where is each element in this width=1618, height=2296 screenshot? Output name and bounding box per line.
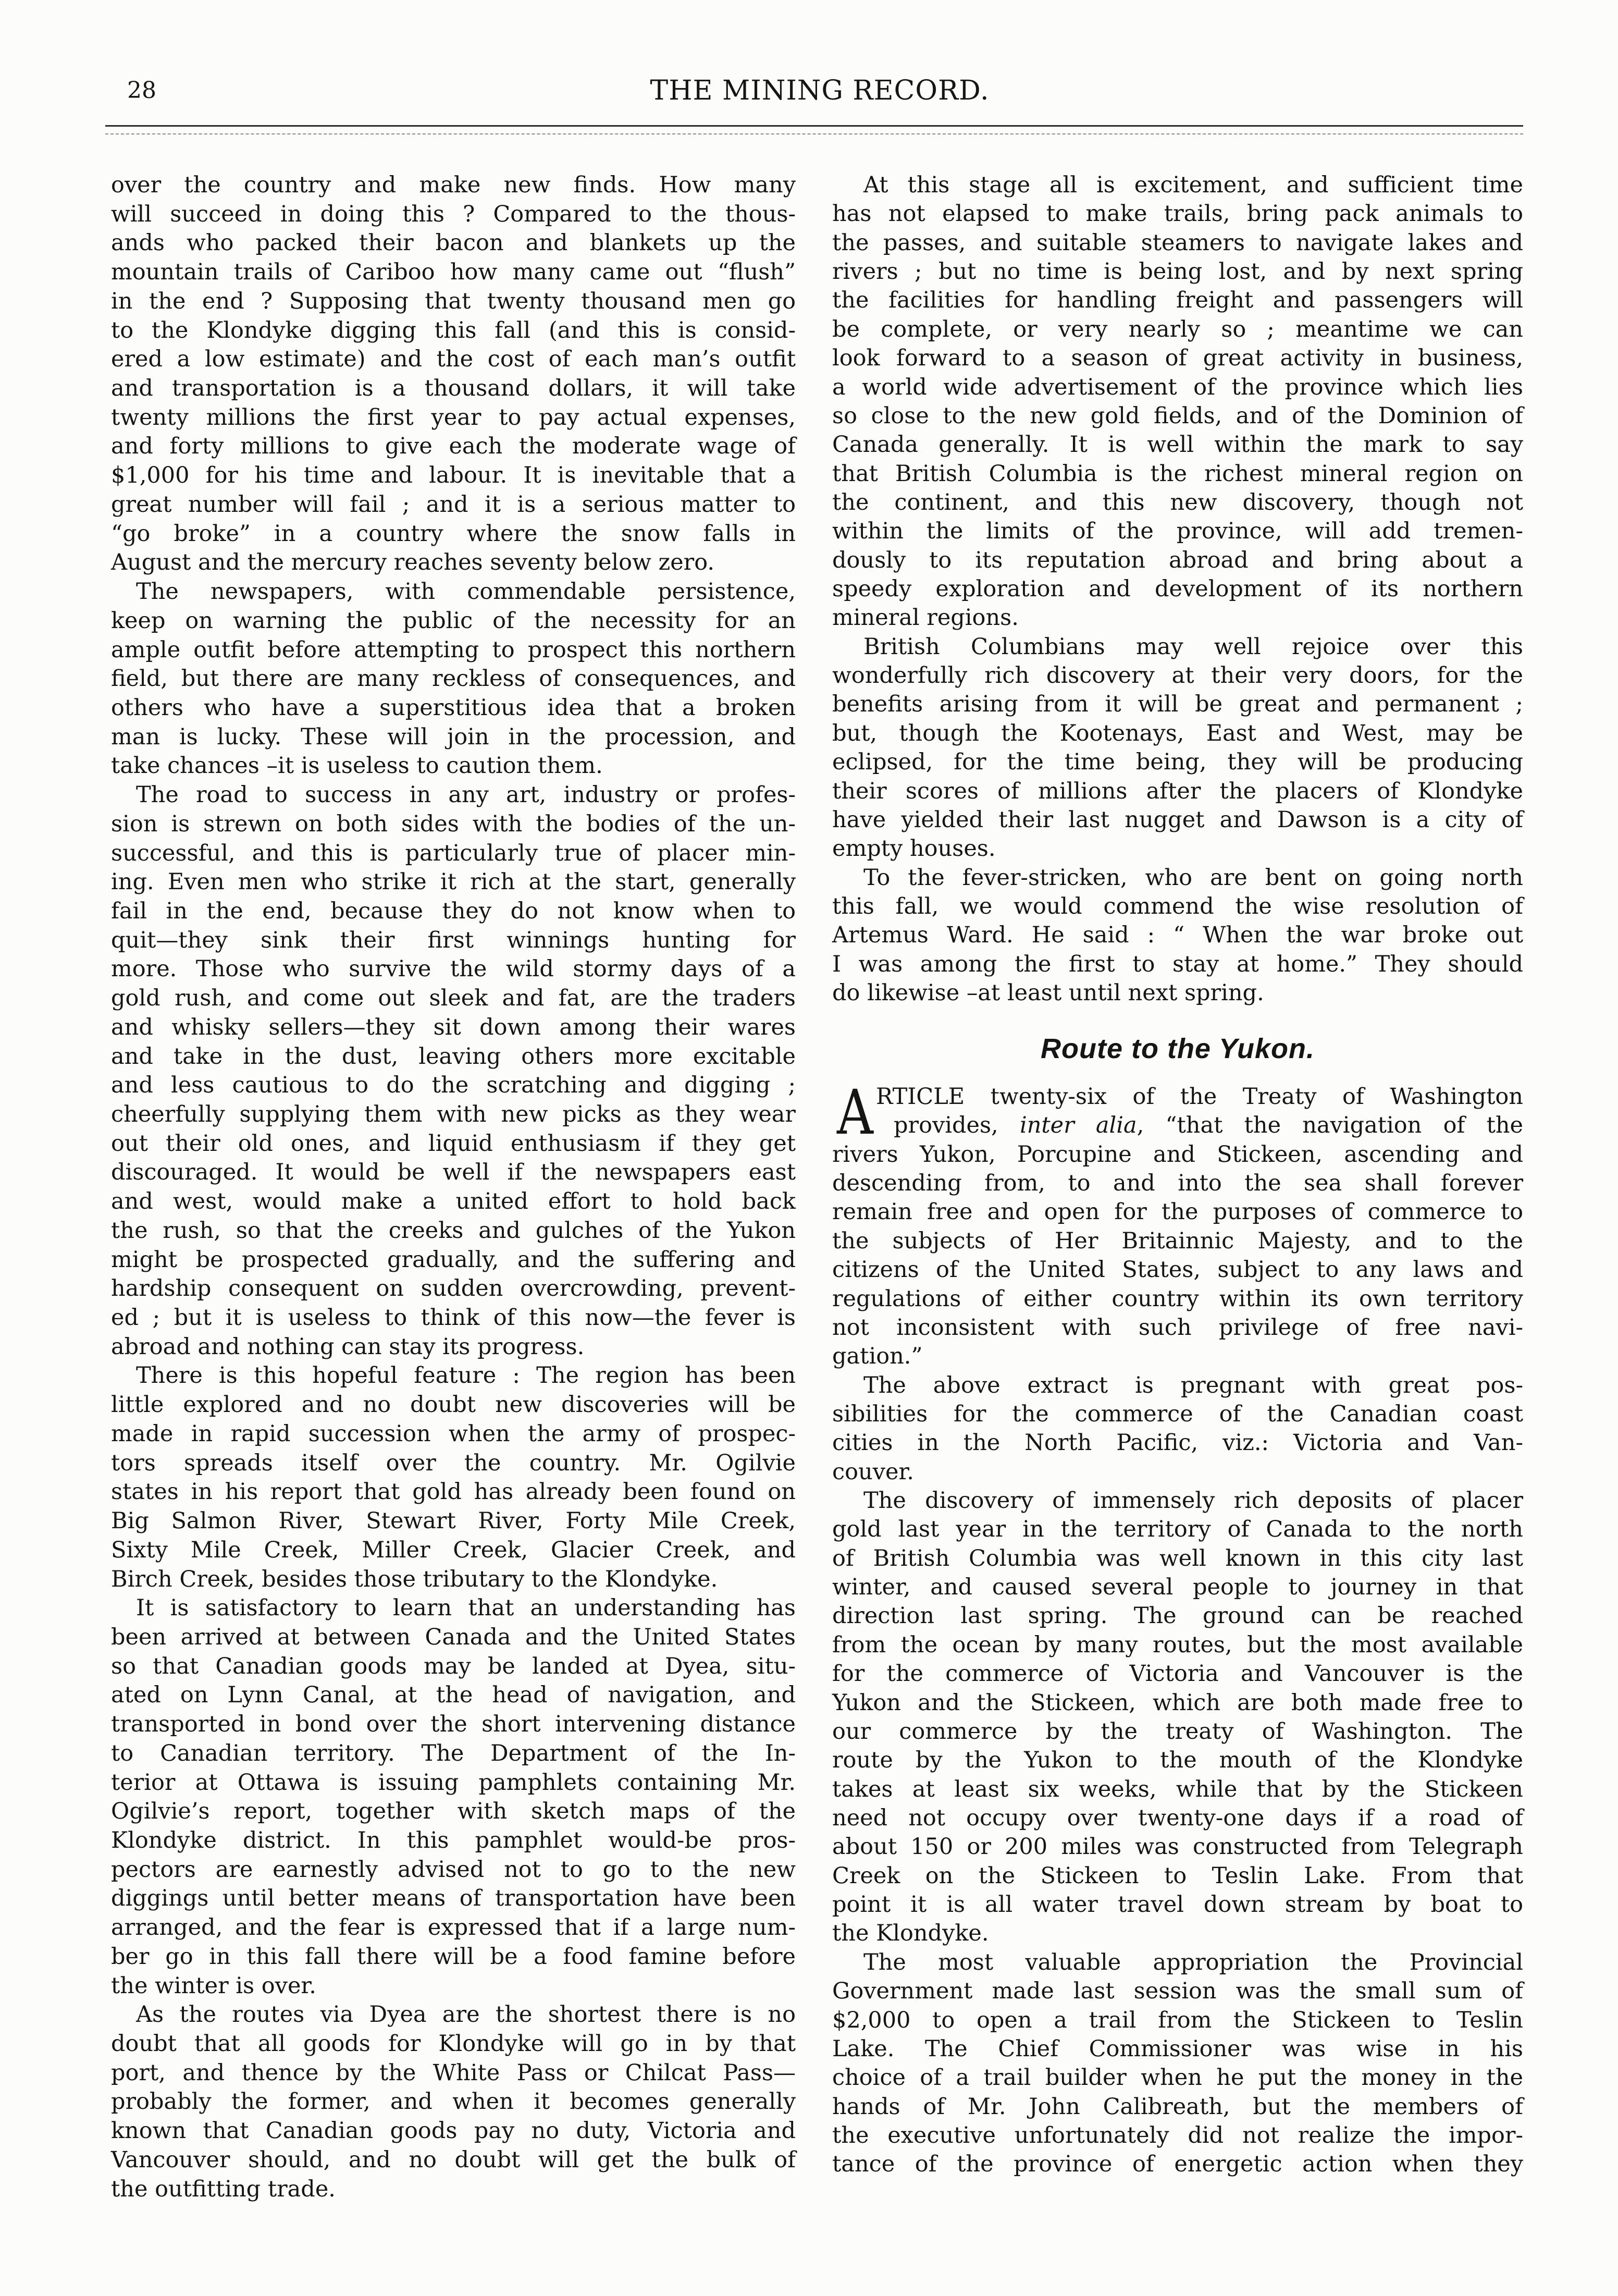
text-line: There is this hopeful feature : The region has been <box>136 1362 796 1389</box>
text-line: keep on warning the public of the necessity for an <box>111 607 796 634</box>
text-line: ber go in this fall there will be a food famine before <box>111 1943 796 1970</box>
text-line: be complete, or very nearly so ; meantime we can <box>832 316 1523 342</box>
text-line: successful, and this is particularly true of placer min- <box>111 840 796 866</box>
text-line: to Canadian territory. The Department of the In- <box>111 1740 796 1766</box>
paragraph <box>832 171 1523 633</box>
text-line: our commerce by the treaty of Washington. The <box>832 1718 1523 1745</box>
text-line: The discovery of immensely rich deposits of placer <box>863 1488 1523 1514</box>
text-line: Sixty Mile Creek, Miller Creek, Glacier Creek, and <box>111 1537 796 1563</box>
text-line: need not occupy over twenty-one days if a road of <box>832 1804 1523 1831</box>
text-line: hands of Mr. John Calibreath, but the members of <box>832 2093 1523 2120</box>
text-line: As the routes via Dyea are the shortest there is no <box>136 2002 796 2028</box>
text-line: gold rush, and come out sleek and fat, are the traders <box>111 985 796 1012</box>
text-line: great number will fail ; and it is a serious matter to <box>111 491 796 518</box>
text-line: regulations of either country within its own territory <box>832 1285 1523 1312</box>
text-line: The newspapers, with commendable persistence, <box>136 579 796 605</box>
text-line: gold last year in the territory of Canada to the north <box>832 1516 1523 1543</box>
text-line: ing. Even men who strike it rich at the start, generally <box>111 869 796 895</box>
text-line: man is lucky. These will join in the procession, and <box>111 723 796 750</box>
text-line: mountain trails of Cariboo how many came out “flush” <box>111 259 796 286</box>
text-line: within the limits of the province, will add tremen- <box>832 518 1523 545</box>
text-line: gation.” <box>832 1343 923 1370</box>
text-line: RTICLE twenty-six of the Treaty of Washington <box>876 1084 1523 1110</box>
drop-cap: A <box>837 1076 873 1148</box>
text-line: and west, would make a united effort to hold back <box>111 1188 796 1215</box>
text-line: others who have a superstitious idea that a broken <box>111 694 796 721</box>
text-line: from the ocean by many routes, but the most available <box>832 1631 1523 1658</box>
text-line: more. Those who survive the wild stormy days of a <box>111 956 796 983</box>
paragraph <box>832 1076 1523 1371</box>
text-line: pectors are earnestly advised not to go to the new <box>111 1856 796 1883</box>
running-head: THE MINING RECORD. <box>650 75 990 106</box>
paragraph <box>111 171 796 578</box>
text-line: that British Columbia is the richest mineral region on <box>832 460 1523 487</box>
paragraph <box>111 1361 796 1594</box>
text-line: speedy exploration and development of its northern <box>832 576 1523 603</box>
text-line: a world wide advertisement of the province which lies <box>832 374 1523 400</box>
text-line: ample outfit before attempting to prospect this northern <box>111 636 796 663</box>
article-body <box>832 1076 1523 2179</box>
text-line: and whisky sellers—they sit down among their wares <box>111 1014 796 1040</box>
text-line: have yielded their last nugget and Dawson is a city of <box>832 806 1523 833</box>
text-line: route by the Yukon to the mouth of the Klondyke <box>832 1747 1523 1774</box>
text-line: citizens of the United States, subject to any laws and <box>832 1257 1523 1283</box>
text-line: choice of a trail builder when he put the money in the <box>832 2065 1523 2091</box>
text-line: $1,000 for his time and labour. It is inevitable that a <box>111 462 796 489</box>
text-line: diggings until better means of transportation have been <box>111 1885 796 1912</box>
text-line: arranged, and the fear is expressed that if a large num- <box>111 1914 796 1941</box>
text-line: might be prospected gradually, and the suffering and <box>111 1246 796 1273</box>
text-line: “go broke” in a country where the snow falls in <box>111 520 796 547</box>
text-line: August and the mercury reaches seventy below zero. <box>111 549 714 576</box>
text-line: but, though the Kootenays, East and West, may be <box>832 720 1523 746</box>
text-line: benefits arising from it will be great and permanent ; <box>832 691 1523 718</box>
text-line: doubt that all goods for Klondyke will go in by that <box>111 2031 796 2057</box>
text-line: hardship consequent on sudden overcrowding, prevent- <box>111 1275 796 1302</box>
text-line: the executive unfortunately did not realize the impor- <box>832 2122 1523 2148</box>
text-line: dously to its reputation abroad and bring about a <box>832 547 1523 573</box>
text-line: takes at least six weeks, while that by the Stickeen <box>832 1776 1523 1802</box>
text-line: take chances –it is useless to caution them. <box>111 753 603 779</box>
text-line: cities in the North Pacific, viz.: Victoria and Van- <box>832 1430 1523 1456</box>
text-line: look forward to a season of great activity in business, <box>832 345 1523 372</box>
text-segment: provides, <box>894 1112 1020 1139</box>
text-line: The above extract is pregnant with great pos- <box>863 1372 1523 1398</box>
text-line: remain free and open for the purposes of commerce to <box>832 1199 1523 1225</box>
text-line: tance of the province of energetic action when they <box>832 2151 1523 2178</box>
text-line: port, and thence by the White Pass or Chilcat Pass— <box>111 2059 796 2086</box>
text-line: $2,000 to open a trail from the Stickeen to Teslin <box>832 2007 1523 2033</box>
text-line: transported in bond over the short intervening distance <box>111 1711 796 1738</box>
text-line: discouraged. It would be well if the newspapers east <box>111 1159 796 1186</box>
paragraph <box>832 864 1523 1008</box>
text-line: for the commerce of Victoria and Vancouver is the <box>832 1661 1523 1687</box>
text-line: Klondyke district. In this pamphlet would-be pros- <box>111 1827 796 1853</box>
text-line: so close to the new gold fields, and of the Dominion of <box>832 402 1523 429</box>
text-line: of British Columbia was well known in this city last <box>832 1545 1523 1571</box>
text-line: the facilities for handling freight and passengers will <box>832 287 1523 314</box>
page-number: 28 <box>127 77 156 104</box>
text-line: the passes, and suitable steamers to navigate lakes and <box>832 229 1523 256</box>
text-line: to the Klondyke digging this fall (and this is consid- <box>111 317 796 343</box>
text-line: the continent, and this new discovery, though not <box>832 489 1523 515</box>
text-line: made in rapid succession when the army of prospec- <box>111 1420 796 1447</box>
text-line: Lake. The Chief Commissioner was wise in his <box>832 2035 1523 2062</box>
text-line: At this stage all is excitement, and sufficient time <box>863 172 1523 198</box>
text-line: point it is all water travel down stream by boat to <box>832 1892 1523 1918</box>
text-line: and take in the dust, leaving others more excitable <box>111 1043 796 1070</box>
paragraph <box>832 1371 1523 1487</box>
text-line: couver. <box>832 1458 914 1485</box>
text-line: rivers ; but no time is being lost, and by next spring <box>832 259 1523 285</box>
text-line: It is satisfactory to learn that an understanding has <box>136 1595 796 1622</box>
text-line: abroad and nothing can stay its progress. <box>111 1333 585 1360</box>
text-line: so that Canadian goods may be landed at Dyea, situ- <box>111 1653 796 1679</box>
paragraph <box>111 578 796 781</box>
text-line: the Klondyke. <box>832 1920 989 1947</box>
text-line: direction last spring. The ground can be reached <box>832 1603 1523 1629</box>
text-line: Artemus Ward. He said : “ When the war broke out <box>832 922 1523 949</box>
text-line: Yukon and the Stickeen, which are both made free to <box>832 1689 1523 1716</box>
text-line: empty houses. <box>832 836 996 862</box>
text-line: Creek on the Stickeen to Teslin Lake. From that <box>832 1862 1523 1889</box>
text-line: their scores of millions after the placers of Klondyke <box>832 778 1523 804</box>
text-line: the subjects of Her Britainnic Majesty, and to the <box>832 1227 1523 1254</box>
paragraph <box>832 1487 1523 1948</box>
text-line: ered a low estimate) and the cost of each man’s outfit <box>111 346 796 373</box>
italic-phrase: inter alia <box>1019 1112 1137 1139</box>
text-line: not inconsistent with such privilege of free navi- <box>832 1314 1523 1341</box>
text-line: cheerfully supplying them with new picks as they wear <box>111 1101 796 1127</box>
text-line: ands who packed their bacon and blankets up the <box>111 230 796 256</box>
text-line: Birch Creek, besides those tributary to the Klondyke. <box>111 1566 718 1592</box>
text-line: been arrived at between Canada and the United States <box>111 1624 796 1650</box>
left-column <box>111 171 796 2204</box>
text-line: rivers Yukon, Porcupine and Stickeen, ascending and <box>832 1141 1523 1168</box>
text-line: sion is strewn on both sides with the bodies of the un- <box>111 811 796 837</box>
text-line: over the country and make new finds. How many <box>111 172 796 198</box>
text-line: will succeed in doing this ? Compared to the thous- <box>111 201 796 227</box>
text-line: do likewise –at least until next spring. <box>832 980 1264 1006</box>
text-line: the outfitting trade. <box>111 2176 336 2202</box>
text-line: the rush, so that the creeks and gulches of the Yukon <box>111 1217 796 1244</box>
text-line: Government made last session was the small sum of <box>832 1978 1523 2005</box>
text-line: about 150 or 200 miles was constructed from Telegraph <box>832 1834 1523 1860</box>
text-line: eclipsed, for the time being, they will be producing <box>832 749 1523 776</box>
text-line: The most valuable appropriation the Provincial <box>863 1949 1523 1975</box>
text-line: ed ; but it is useless to think of this now—the fever is <box>111 1305 796 1331</box>
text-line: sibilities for the commerce of the Canadian coast <box>832 1401 1523 1427</box>
text-line: fail in the end, because they do not know when to <box>111 898 796 924</box>
paragraph <box>832 1948 1523 2179</box>
text-line: Vancouver should, and no doubt will get the bulk of <box>111 2146 796 2173</box>
text-line: and less cautious to do the scratching and digging ; <box>111 1072 796 1099</box>
text-line: I was among the first to stay at home.” They should <box>832 951 1523 977</box>
text-line: Canada generally. It is well within the mark to say <box>832 432 1523 458</box>
text-line: probably the former, and when it becomes generally <box>111 2089 796 2115</box>
text-line <box>832 1111 1523 1140</box>
text-line: mineral regions. <box>832 605 1019 631</box>
text-line: known that Canadian goods pay no duty, Victoria and <box>111 2118 796 2144</box>
text-line: Big Salmon River, Stewart River, Forty Mile Creek, <box>111 1508 796 1534</box>
text-line: winter, and caused several people to journey in that <box>832 1574 1523 1601</box>
text-segment: , “that the navigation of the <box>1137 1112 1523 1139</box>
paragraph <box>832 633 1523 864</box>
text-line: Ogilvie’s report, together with sketch maps of the <box>111 1798 796 1825</box>
text-line: tors spreads itself over the country. Mr. Ogilvie <box>111 1450 796 1476</box>
editorial-continuation <box>832 171 1523 1008</box>
text-line: The road to success in any art, industry or profes- <box>136 782 796 808</box>
paragraph <box>111 2000 796 2204</box>
text-line: out their old ones, and liquid enthusiasm if they get <box>111 1130 796 1157</box>
text-line: states in his report that gold has already been found on <box>111 1479 796 1505</box>
paragraph <box>111 1594 796 2000</box>
text-line: descending from, to and into the sea shall forever <box>832 1170 1523 1197</box>
text-line: this fall, we would commend the wise resolution of <box>832 893 1523 919</box>
text-line: terior at Ottawa is issuing pamphlets containing Mr. <box>111 1769 796 1796</box>
text-line: ated on Lynn Canal, at the head of navigation, and <box>111 1682 796 1709</box>
text-line: the winter is over. <box>111 1972 316 1999</box>
text-line: twenty millions the first year to pay actual expenses, <box>111 404 796 431</box>
text-line: in the end ? Supposing that twenty thousand men go <box>111 288 796 314</box>
text-line: field, but there are many reckless of consequences, and <box>111 666 796 692</box>
text-line: To the fever-stricken, who are bent on going north <box>863 864 1523 891</box>
right-column <box>832 0 1523 2296</box>
paragraph <box>111 781 796 1361</box>
text-line: and forty millions to give each the moderate wage of <box>111 433 796 460</box>
text-line: British Columbians may well rejoice over this <box>863 633 1523 660</box>
text-line: wonderfully rich discovery at their very doors, for the <box>832 662 1523 689</box>
text-line: has not elapsed to make trails, bring pack animals to <box>832 201 1523 227</box>
text-line: little explored and no doubt new discoveries will be <box>111 1392 796 1418</box>
article-heading: Route to the Yukon. <box>1041 1033 1315 1064</box>
text-line: quit—they sink their first winnings hunting for <box>111 927 796 953</box>
text-line: and transportation is a thousand dollars, it will take <box>111 375 796 402</box>
